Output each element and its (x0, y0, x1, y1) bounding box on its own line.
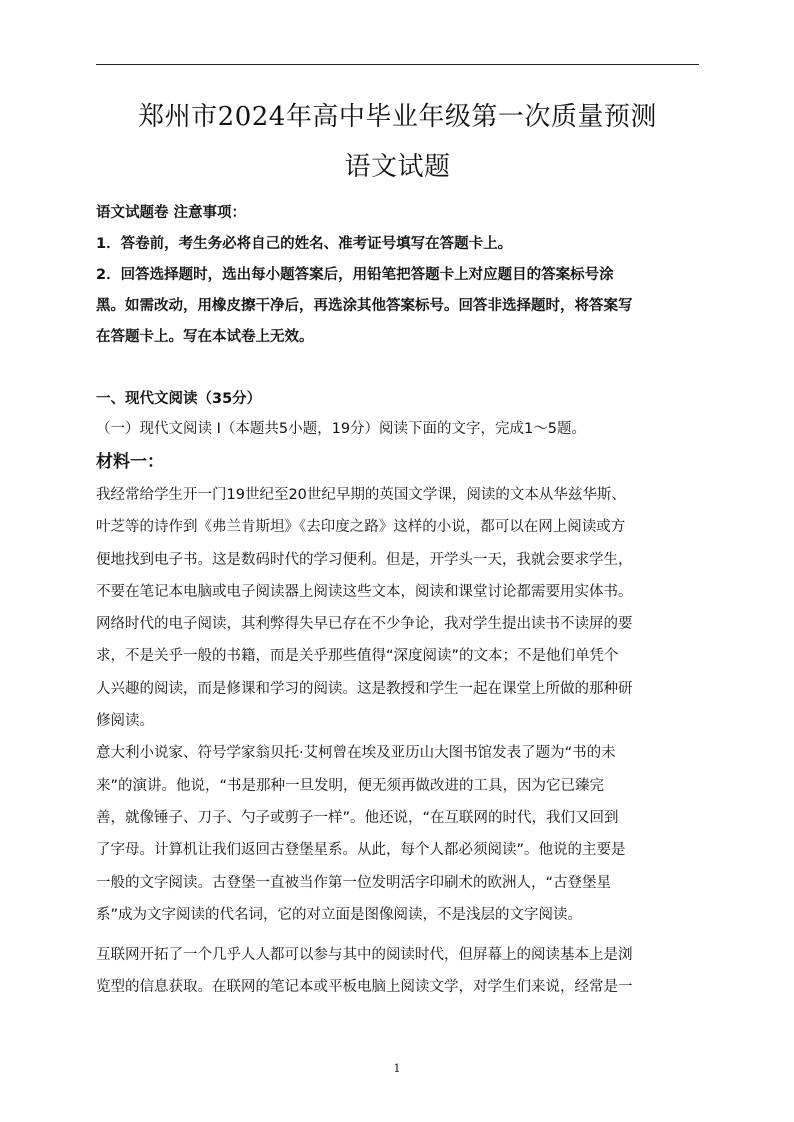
text-line: 意大利小说家、符号学家翁贝托·艾柯曾在埃及亚历山大图书馆发表了题为“书的未 (96, 745, 616, 762)
text-line: 系”成为文字阅读的代名词，它的对立面是图像阅读，不是浅层的文字阅读。 (96, 906, 583, 923)
notes-heading: 语文试题卷 注意事项： (96, 205, 247, 221)
page-subtitle: 语文试题 (344, 152, 451, 182)
page-number: 1 (393, 1062, 401, 1075)
notes-line: 2．回答选择题时，选出每小题答案后，用铅笔把答题卡上对应题目的答案标号涂 (96, 267, 614, 283)
header-rule (96, 64, 699, 65)
text-line: 一般的文字阅读。古登堡一直被当作第一位发明活字印刷术的欧洲人，“古登堡星 (96, 874, 612, 891)
notes-line: 1．答卷前，考生务必将自己的姓名、准考证号填写在答题卡上。 (96, 236, 513, 252)
text-line: 善，就像锤子、刀子、勺子或剪子一样”。他还说，“在互联网的时代，我们又回到 (96, 809, 619, 826)
text-line: 览型的信息获取。在联网的笔记本或平板电脑上阅读文学，对学生们来说，经常是一 (96, 979, 633, 996)
text-line: 修阅读。 (96, 713, 154, 730)
notes-line: 在答题卡上。写在本试卷上无效。 (96, 329, 314, 345)
section-heading: 一、现代文阅读（35分） (96, 391, 262, 407)
text-line: 便地找到电子书。这是数码时代的学习便利。但是，开学头一天，我就会要求学生， (96, 551, 633, 568)
text-line: 我经常给学生开一门19世纪至20世纪早期的英国文学课，阅读的文本从华兹华斯、 (96, 487, 626, 503)
material-paragraph-continued (96, 939, 700, 1004)
notes-line: 黑。如需改动，用橡皮擦干净后，再选涂其他答案标号。回答非选择题时，将答案写 (96, 298, 633, 314)
material-label: 材料一： (96, 452, 164, 472)
section-subheading: （一）现代文阅读 I（本题共5小题，19分）阅读下面的文字，完成1～5题。 (96, 421, 587, 437)
text-line: 求，不是关乎一般的书籍，而是关乎那些值得“深度阅读”的文本；不是他们单凭个 (96, 648, 619, 665)
text-line: 网络时代的电子阅读，其利弊得失早已存在不少争论，我对学生提出读书不读屏的要 (96, 616, 633, 633)
notes-block (96, 198, 700, 353)
text-line: 叶芝等的诗作到《弗兰肯斯坦》《去印度之路》这样的小说，都可以在网上阅读或方 (96, 519, 626, 536)
page-title: 郑州市2024年高中毕业年级第一次质量预测 (138, 102, 657, 132)
text-line: 人兴趣的阅读，而是修课和学习的阅读。这是教授和学生一起在课堂上所做的那种研 (96, 680, 633, 697)
text-line: 来”的演讲。他说，“书是那种一旦发明，便无须再做改进的工具，因为它已臻完 (96, 777, 605, 794)
material-paragraphs (96, 479, 700, 931)
text-line: 了字母。计算机让我们返回古登堡星系。从此，每个人都必须阅读”。他说的主要是 (96, 842, 626, 859)
text-line: 不要在笔记本电脑或电子阅读器上阅读这些文本，阅读和课堂讨论都需要用实体书。 (96, 583, 633, 600)
text-line: 互联网开拓了一个几乎人人都可以参与其中的阅读时代，但屏幕上的阅读基本上是浏 (96, 947, 633, 963)
